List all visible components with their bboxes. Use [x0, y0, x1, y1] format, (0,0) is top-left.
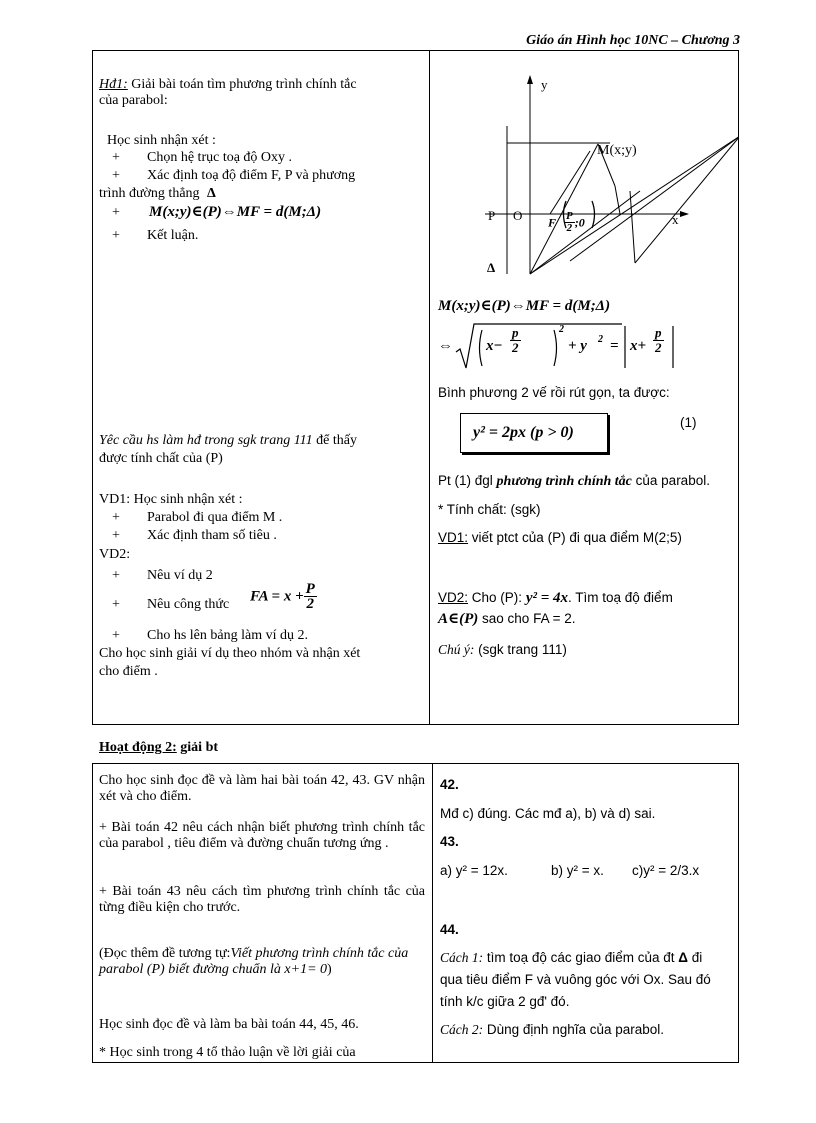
point-f-letter: F: [548, 215, 557, 230]
vd2-c: Cho hs lên bảng làm ví dụ 2.: [147, 628, 308, 643]
main-equation-box: [460, 413, 608, 453]
vd2-text-a: Cho (P):: [471, 590, 523, 605]
vd1-text: viết ptct của (P) đi qua điểm M(2;5): [471, 530, 682, 545]
vd2-formula-lhs: FA = x +: [250, 588, 304, 605]
group-line-2: cho điểm .: [99, 664, 158, 679]
eq-definition: M(x;y)∈(P)⇔MF = d(M;Δ): [438, 298, 611, 314]
point-f-num: P: [566, 210, 573, 222]
vd1-a: Parabol đi qua điểm M .: [147, 510, 283, 525]
note-line: [438, 642, 567, 658]
guide-line-3: [530, 191, 640, 274]
t2-p3: + Bài toán 43 nêu cách tìm phương trình chính tắc của từng điều kiện cho trước.: [99, 884, 425, 915]
t2-a43-1: a) y² = 12x.: [440, 863, 508, 878]
vd1-b: Xác định tham số tiêu .: [147, 528, 277, 543]
note-label: Chú ý:: [438, 642, 475, 657]
guide-line-7: [550, 151, 590, 214]
delta-symbol: Δ: [207, 186, 216, 201]
vd2-label: VD2:: [438, 590, 469, 605]
t2-p4-b: Viết phương trình chính tắc của parabol (P) biết đường chuẩn là x+1= 0: [99, 946, 409, 977]
step-1: Chọn hệ trục toạ độ Oxy .: [147, 150, 293, 165]
property-line: * Tính chất: (sgk): [438, 502, 541, 517]
t2-c1-line3: tính k/c giữa 2 gđ' đó.: [440, 994, 570, 1009]
vd1-line: [438, 530, 682, 546]
eq-sqrt-x: x−: [486, 338, 503, 354]
delta-label: Δ: [487, 260, 496, 275]
step-2b: trình đường thẳng: [99, 186, 200, 201]
t2-a43-2: b) y² = x.: [551, 863, 604, 878]
vd2-a: Nêu ví dụ 2: [147, 568, 213, 583]
pt1-line: [438, 473, 710, 490]
step-2a: Xác định toạ độ điểm F, P và phương: [147, 168, 356, 183]
parabol-diagram: [430, 51, 738, 291]
point-m-label: M(x;y): [597, 143, 637, 158]
vd2-eq: y² = 4x: [525, 590, 569, 606]
t2-n43: 43.: [440, 834, 459, 849]
hd1-text-2: của parabol:: [99, 93, 168, 108]
t2-c2-line: [440, 1022, 664, 1038]
requirement-line-2: được tính chất của (P): [99, 451, 223, 466]
vd1-label: VD1:: [438, 530, 469, 545]
vd2-line-2: [438, 611, 575, 627]
guide-line-5: [630, 191, 635, 263]
point-o-label: O: [513, 208, 523, 223]
t2-p6: * Học sinh trong 4 tổ thảo luận về lời giải của: [99, 1045, 356, 1060]
vd2-formula-den: 2: [306, 596, 314, 612]
abs-bar-right: [672, 326, 674, 368]
guide-line-6: [635, 136, 738, 263]
section2-label: Hoạt động 2:: [99, 740, 177, 755]
requirement-line: [99, 433, 357, 449]
t2-c2-label: Cách 2:: [440, 1022, 484, 1037]
plus-3: +: [112, 205, 120, 220]
pt1-b: phương trình chính tắc: [496, 474, 632, 489]
t2-c1-label: Cách 1:: [440, 950, 484, 965]
t2-a43-3: c)y² = 2/3.x: [632, 863, 700, 878]
main-equation: y² = 2px (p > 0): [473, 424, 574, 441]
eq-abs-frac-num: p: [655, 325, 662, 340]
eq-abs-frac-den: 2: [655, 340, 662, 355]
t2-c2-text: Dùng định nghĩa của parabol.: [486, 1022, 665, 1037]
plus-4: +: [112, 228, 120, 243]
step-4: Kết luận.: [147, 228, 199, 243]
eq-sqrt-y2: + y: [568, 338, 587, 354]
t2-p4: [99, 946, 425, 978]
table2-divider: [432, 763, 433, 1063]
eq-sqrt-square: 2: [559, 324, 564, 335]
vd1-title: VD1: Học sinh nhận xét :: [99, 492, 243, 507]
t2-c1-line: [440, 950, 702, 966]
t2-p5: Học sinh đọc đề và làm ba bài toán 44, 45, 46.: [99, 1017, 359, 1032]
obs-title: Học sinh nhận xét :: [107, 133, 216, 148]
point-f-zero: ;0: [574, 215, 585, 230]
t2-n44: 44.: [440, 922, 459, 937]
pt1-c: của parabol.: [635, 473, 710, 488]
eq-abs-x: x+: [630, 338, 647, 354]
eq-sqrt-frac: [510, 326, 521, 355]
t2-c1-b: đi: [691, 950, 703, 965]
equation-number: (1): [680, 415, 697, 430]
step-2b-line: [99, 186, 216, 202]
vd2-b: Nêu công thức: [147, 597, 230, 612]
step-3-formula: M(x;y)∈(P)⇔MF = d(M;Δ): [149, 204, 322, 220]
t2-p2: + Bài toán 42 nêu cách nhận biết phương trình chính tắc của parabol , tiêu điểm và đường chuẩn tương ứng .: [99, 820, 425, 851]
pt1-a: Pt (1) đgl: [438, 473, 493, 488]
hd1-label: Hđ1:: [99, 77, 128, 92]
abs-bar-left: [624, 326, 626, 368]
eq-sqrt-frac-num: p: [512, 325, 519, 340]
note-text: (sgk trang 111): [478, 642, 567, 657]
plus-7: +: [112, 568, 120, 583]
point-f-den: 2: [566, 222, 573, 234]
section2-rest: giải bt: [180, 740, 219, 755]
group-line-1: Cho học sinh giải ví dụ theo nhóm và nhận xét: [99, 646, 361, 661]
t2-p4-a: (Đọc thêm đề tương tự:: [99, 946, 231, 961]
t2-p1: Cho học sinh đọc đề và làm hai bài toán 42, 43. GV nhận xét và cho điểm.: [99, 773, 425, 804]
vd2-text-c: sao cho FA = 2.: [482, 611, 576, 626]
vd2-formula: [250, 582, 317, 611]
t2-c1-line2: qua tiêu điểm F và vuông góc với Ox. Sau đó: [440, 972, 711, 987]
t2-a42: Mđ c) đúng. Các mđ a), b) và d) sai.: [440, 806, 656, 821]
t2-c1-delta: Δ: [678, 950, 688, 965]
squared-text: Bình phương 2 vế rồi rút gọn, ta được:: [438, 385, 670, 400]
vd2-point: A∈(P): [438, 611, 479, 627]
point-p-label: P: [488, 208, 496, 223]
point-f-label: [548, 211, 585, 234]
plus-1: +: [112, 150, 120, 165]
requirement-rest: để thấy: [316, 433, 357, 448]
x-axis-arrow: [680, 211, 689, 217]
t2-p4-c: ): [327, 962, 332, 977]
eq-sqrt-y-exp: 2: [598, 334, 603, 345]
eq-sqrt-arrow: ⇔: [438, 338, 453, 354]
requirement-italic: Yêc cầu hs làm hđ trong sgk trang 111: [99, 433, 313, 448]
plus-8: +: [112, 597, 120, 612]
plus-9: +: [112, 628, 120, 643]
eq-abs-frac: [653, 326, 664, 355]
t2-c1-a: tìm toạ độ các giao điểm của đt: [486, 950, 675, 965]
vd2-text-b: . Tìm toạ độ điểm: [568, 590, 673, 605]
hd1-line: [99, 77, 357, 93]
plus-6: +: [112, 528, 120, 543]
eq-sqrt-frac-den: 2: [512, 340, 519, 355]
vd2-line: [438, 590, 673, 606]
vd2-formula-num: P: [305, 581, 315, 597]
section2-heading: [99, 740, 218, 756]
y-axis-arrow: [527, 75, 533, 84]
axis-y-label: y: [541, 77, 548, 92]
page-header: Giáo án Hình học 10NC – Chương 3: [526, 33, 740, 48]
plus-5: +: [112, 510, 120, 525]
guide-line-4: [570, 136, 738, 261]
eq-eq: =: [610, 338, 619, 354]
hd1-text: Giải bài toán tìm phương trình chính tắc: [131, 77, 357, 92]
t2-n42: 42.: [440, 777, 459, 792]
vd2-title: VD2:: [99, 547, 131, 562]
plus-2: +: [112, 168, 120, 183]
axis-x-label: x: [672, 212, 679, 227]
